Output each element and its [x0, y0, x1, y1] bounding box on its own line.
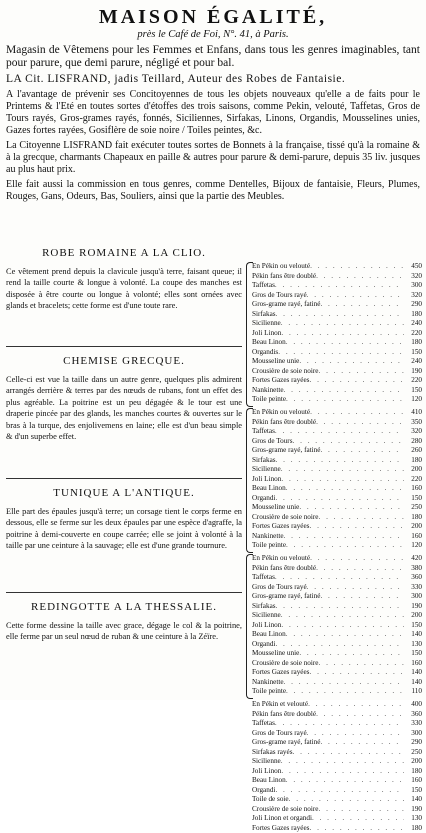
price-value: 190: [404, 367, 422, 377]
leader-dots: [286, 541, 404, 551]
leader-dots: [320, 300, 404, 310]
price-item: [252, 757, 422, 767]
price-item: [252, 678, 422, 688]
price-item: [252, 786, 422, 796]
leader-dots: [275, 786, 404, 796]
price-item: [252, 602, 422, 612]
price-value: 200: [404, 465, 422, 475]
fabric-name: Toile peinte: [252, 541, 286, 551]
price-value: 290: [404, 300, 422, 310]
price-value: 160: [404, 532, 422, 542]
price-item: [252, 583, 422, 593]
leader-dots: [281, 329, 404, 339]
fabric-name: Fortes Gazes rayées: [252, 824, 309, 833]
price-value: 140: [404, 795, 422, 805]
section-title: REDINGOTTE A LA THESSALIE.: [6, 600, 242, 614]
price-item: [252, 494, 422, 504]
price-value: 420: [404, 554, 422, 564]
leader-dots: [281, 319, 404, 329]
price-value: 400: [404, 700, 422, 710]
price-value: 300: [404, 281, 422, 291]
fabric-name: Crousière de soie noire: [252, 513, 318, 523]
price-value: 260: [404, 446, 422, 456]
leader-dots: [299, 503, 404, 513]
fabric-name: Fortes Gazes rayées: [252, 668, 309, 678]
leader-dots: [281, 475, 404, 485]
price-value: 150: [404, 786, 422, 796]
fabric-name: Gros de Tours rayé: [252, 583, 307, 593]
page-title: MAISON ÉGALITÉ,: [0, 6, 426, 28]
leader-dots: [309, 522, 404, 532]
fabric-name: En Pékin ou velouté: [252, 554, 310, 564]
leader-dots: [307, 583, 404, 593]
fabric-name: Sirfakas rayés: [252, 748, 293, 758]
price-item: [252, 564, 422, 574]
leader-dots: [278, 348, 404, 358]
leader-dots: [316, 272, 404, 282]
price-value: 160: [404, 484, 422, 494]
fabric-name: Gros de Tours rayé: [252, 291, 307, 301]
price-value: 150: [404, 649, 422, 659]
price-item: [252, 281, 422, 291]
price-value: 360: [404, 573, 422, 583]
fabric-name: Crousière de soie noire: [252, 659, 318, 669]
price-item: [252, 611, 422, 621]
leader-dots: [318, 513, 404, 523]
leader-dots: [286, 776, 404, 786]
fabric-name: Nankinette: [252, 678, 284, 688]
price-value: 300: [404, 592, 422, 602]
price-value: 140: [404, 668, 422, 678]
price-item: [252, 776, 422, 786]
fabric-name: Organdi: [252, 640, 275, 650]
leader-dots: [310, 554, 404, 564]
price-value: 180: [404, 310, 422, 320]
fabric-name: Sicilienne: [252, 757, 281, 767]
leader-dots: [286, 687, 404, 697]
fabric-name: Gros-grame rayé, fatiné: [252, 300, 320, 310]
price-value: 200: [404, 757, 422, 767]
price-item: [252, 262, 422, 272]
leader-dots: [307, 291, 404, 301]
price-item: [252, 446, 422, 456]
price-item: [252, 376, 422, 386]
price-item: [252, 348, 422, 358]
section-tunique: [6, 486, 242, 552]
leader-dots: [318, 367, 404, 377]
leader-dots: [310, 262, 404, 272]
leader-dots: [289, 795, 404, 805]
price-value: 150: [404, 494, 422, 504]
price-value: 330: [404, 583, 422, 593]
price-item: [252, 338, 422, 348]
fabric-name: Crousière de soie noire: [252, 805, 318, 815]
leader-dots: [309, 376, 404, 386]
price-item: [252, 814, 422, 824]
leader-dots: [275, 640, 404, 650]
price-item: [252, 456, 422, 466]
price-value: 150: [404, 348, 422, 358]
fabric-name: Beau Linon: [252, 338, 286, 348]
price-item: [252, 513, 422, 523]
price-item: [252, 710, 422, 720]
leader-dots: [320, 738, 404, 748]
fabric-name: Organdis: [252, 348, 278, 358]
price-value: 410: [404, 408, 422, 418]
price-item: [252, 687, 422, 697]
leader-dots: [293, 437, 405, 447]
page-subtitle: près le Café de Foi, N°. 41, à Paris.: [0, 28, 426, 41]
price-item: [252, 573, 422, 583]
fabric-name: Joli Linon: [252, 475, 281, 485]
price-item: [252, 395, 422, 405]
fabric-name: Beau Linon: [252, 630, 286, 640]
price-item: [252, 300, 422, 310]
fabric-name: Nankinette: [252, 386, 284, 396]
intro-paragraph-shop: Magasin de Vêtemens pour les Femmes et Enfans, dans tous les genres imaginables, tant pour parure, que demi parure, négligé et pour bal.: [6, 44, 420, 70]
price-value: 250: [404, 748, 422, 758]
intro-paragraph-fabrics: A l'avantage de prévenir ses Concitoyennes de tous les objets nouveaux qu'elle a de faits pour le Printems & l'Eté en toutes sortes d'étoffes des trois saisons, comme Pekin, velouté, Taffetas, Gros de Tours rayés, Gros-grames rayés, fonnés, Siciliennes, Sirfakas, Linons, Organdis, Mousselines unies, Gazes fortes rayées, Gosiflère de soie noire / Toiles peintes, &c.: [6, 89, 420, 137]
fabric-name: Pékin fans être doublé: [252, 418, 316, 428]
intro-paragraph-hats: La Citoyenne LISFRAND fait exécuter toutes sortes de Bonnets à la française, tissé qu'à la romaine & à la grecque, charmants Chapeaux en paille & autres pour parure & demi-parure, depuis 35 liv. jusques au plus haut prix.: [6, 140, 420, 176]
price-list-chemise-grecque: [252, 408, 422, 551]
leader-dots: [308, 700, 404, 710]
leader-dots: [276, 602, 404, 612]
leader-dots: [286, 395, 404, 405]
leader-dots: [275, 719, 404, 729]
price-value: 250: [404, 503, 422, 513]
price-item: [252, 748, 422, 758]
price-value: 200: [404, 522, 422, 532]
fabric-name: Taffetas: [252, 281, 275, 291]
price-item: [252, 824, 422, 833]
price-item: [252, 329, 422, 339]
price-value: 180: [404, 767, 422, 777]
price-value: 180: [404, 456, 422, 466]
section-text: Celle-ci est vue la taille dans un autre genre, quelques plis admirent arrangés derrière & terres par des nœuds de rubans, font un effet des plus agréable. La poitrine est un peu dégagée & le tour est une draperie pincée par des glands, les manches courtes & ouvertes sur le bras à la turque, des enjolivemens en laine; elle est d'un beau simple & d'un superbe effet.: [6, 374, 242, 442]
fabric-name: Sirfakas: [252, 310, 276, 320]
leader-dots: [275, 573, 404, 583]
intro-block: [6, 44, 420, 206]
price-item: [252, 640, 422, 650]
leader-dots: [286, 484, 404, 494]
price-value: 220: [404, 329, 422, 339]
fabric-name: Organdi: [252, 494, 275, 504]
masthead: [0, 6, 426, 41]
leader-dots: [275, 427, 404, 437]
leader-dots: [318, 805, 404, 815]
section-robe-romaine: [6, 246, 242, 312]
fabric-name: Joli Linon et organdi: [252, 814, 312, 824]
leader-dots: [286, 338, 404, 348]
price-value: 320: [404, 291, 422, 301]
price-list-robe-romaine: [252, 262, 422, 405]
fabric-name: Pékin fans être doublé: [252, 564, 316, 574]
price-value: 240: [404, 357, 422, 367]
fabric-name: Sicilienne: [252, 319, 281, 329]
fabric-name: Taffetas: [252, 427, 275, 437]
section-chemise-grecque: [6, 354, 242, 442]
price-value: 380: [404, 564, 422, 574]
price-value: 150: [404, 621, 422, 631]
price-item: [252, 465, 422, 475]
price-value: 350: [404, 418, 422, 428]
price-value: 190: [404, 602, 422, 612]
leader-dots: [284, 532, 404, 542]
fabric-name: Joli Linon: [252, 767, 281, 777]
price-item: [252, 319, 422, 329]
fabric-name: Taffetas: [252, 573, 275, 583]
fabric-name: Pékin fans être doublé: [252, 710, 316, 720]
price-item: [252, 719, 422, 729]
price-item: [252, 437, 422, 447]
price-value: 160: [404, 776, 422, 786]
price-item: [252, 738, 422, 748]
section-title: CHEMISE GRECQUE.: [6, 354, 242, 368]
fabric-name: Sicilienne: [252, 611, 281, 621]
price-item: [252, 484, 422, 494]
price-item: [252, 767, 422, 777]
leader-dots: [299, 357, 404, 367]
price-item: [252, 621, 422, 631]
fabric-name: Mousseline unie: [252, 357, 299, 367]
price-value: 330: [404, 719, 422, 729]
price-value: 320: [404, 272, 422, 282]
price-value: 120: [404, 541, 422, 551]
price-value: 290: [404, 738, 422, 748]
price-item: [252, 729, 422, 739]
price-item: [252, 357, 422, 367]
price-value: 240: [404, 319, 422, 329]
fabric-name: Pékin fans être doublé: [252, 272, 316, 282]
fabric-name: Mousseline unie: [252, 649, 299, 659]
fabric-name: Gros de Tours rayé: [252, 729, 307, 739]
leader-dots: [320, 592, 404, 602]
fabric-name: Toile de soie: [252, 795, 289, 805]
section-divider: [6, 592, 242, 593]
leader-dots: [318, 659, 404, 669]
price-item: [252, 367, 422, 377]
section-text: Cette forme dessine la taille avec grace, dégage le col & la poitrine, elle ferme par un seul nœud de ruban & une ceinture à la Zéïre.: [6, 620, 242, 643]
price-item: [252, 700, 422, 710]
price-value: 180: [404, 338, 422, 348]
fabric-name: Gros-grame rayé, fatiné: [252, 446, 320, 456]
price-value: 180: [404, 824, 422, 833]
price-value: 180: [404, 513, 422, 523]
leader-dots: [307, 729, 404, 739]
leader-dots: [281, 465, 404, 475]
leader-dots: [281, 611, 404, 621]
price-item: [252, 475, 422, 485]
fabric-name: Beau Linon: [252, 484, 286, 494]
price-value: 160: [404, 659, 422, 669]
intro-paragraph-author: LA Cit. LISFRAND, jadis Teillard, Auteur des Robes de Fantaisie.: [6, 73, 420, 86]
intro-paragraph-commission: Elle fait aussi la commission en tous genres, comme Dentelles, Bijoux de fantaisie, Fleurs, Plumes, Rouges, Gans, Odeurs, Bas, Souliers, ainsi que la partie des Meubles.: [6, 179, 420, 203]
fabric-name: En Pékin et velouté: [252, 700, 308, 710]
fabric-name: Gros-grame rayé, fatiné: [252, 738, 320, 748]
leader-dots: [275, 494, 404, 504]
section-divider: [6, 346, 242, 347]
price-item: [252, 408, 422, 418]
price-value: 190: [404, 805, 422, 815]
section-text: Elle part des épaules jusqu'à terre; un corsage tient le corps ferme en dessous, elle se ferme sur les deux épaules par une espèce d'agraffe, la poitrine à demi-couverte en coupe carrée; elle se joint à volonté à la taille par une ceinture à la sauvage; elle est d'une grande tournure.: [6, 506, 242, 552]
price-value: 280: [404, 437, 422, 447]
price-value: 320: [404, 427, 422, 437]
fabric-name: Toile peinte: [252, 395, 286, 405]
section-text: Ce vêtement prend depuis la clavicule jusqu'à terre, faisant queue; il rend la taille courte & longue à volonté. La coupe des manches est disposée à être courte ou longue à volonté; elles sont ornées avec glands et bracelets; cette forme est d'une toute rare.: [6, 266, 242, 312]
price-value: 150: [404, 386, 422, 396]
leader-dots: [309, 824, 404, 833]
price-item: [252, 272, 422, 282]
price-item: [252, 554, 422, 564]
fabric-name: Crousière de soie noire: [252, 367, 318, 377]
price-value: 120: [404, 395, 422, 405]
leader-dots: [320, 446, 404, 456]
price-item: [252, 795, 422, 805]
price-value: 220: [404, 475, 422, 485]
price-list-tunique: [252, 554, 422, 697]
leader-dots: [316, 564, 404, 574]
fabric-name: Taffetas: [252, 719, 275, 729]
fabric-name: Joli Linon: [252, 621, 281, 631]
price-item: [252, 310, 422, 320]
fabric-name: Beau Linon: [252, 776, 286, 786]
price-item: [252, 291, 422, 301]
fabric-name: Joli Linon: [252, 329, 281, 339]
price-item: [252, 522, 422, 532]
fabric-name: Fortes Gazes rayées: [252, 376, 309, 386]
price-list-redingotte: [252, 700, 422, 833]
fabric-name: Gros-grame rayé, fatiné: [252, 592, 320, 602]
price-item: [252, 805, 422, 815]
leader-dots: [276, 310, 404, 320]
price-item: [252, 592, 422, 602]
price-value: 360: [404, 710, 422, 720]
leader-dots: [281, 767, 404, 777]
price-value: 450: [404, 262, 422, 272]
price-value: 140: [404, 678, 422, 688]
leader-dots: [275, 281, 404, 291]
leader-dots: [281, 621, 404, 631]
leader-dots: [316, 710, 404, 720]
price-item: [252, 503, 422, 513]
leader-dots: [281, 757, 404, 767]
leader-dots: [284, 678, 404, 688]
leader-dots: [309, 668, 404, 678]
section-title: TUNIQUE A L'ANTIQUE.: [6, 486, 242, 500]
price-value: 300: [404, 729, 422, 739]
leader-dots: [312, 814, 404, 824]
fabric-name: Sicilienne: [252, 465, 281, 475]
section-title: ROBE ROMAINE A LA CLIO.: [6, 246, 242, 260]
fabric-name: Organdi: [252, 786, 275, 796]
price-value: 110: [404, 687, 422, 697]
leader-dots: [316, 418, 404, 428]
fabric-name: Toile peinte: [252, 687, 286, 697]
price-item: [252, 668, 422, 678]
fabric-name: Gros de Tours: [252, 437, 293, 447]
fabric-name: Fortes Gazes rayées: [252, 522, 309, 532]
fabric-name: Mousseline unie: [252, 503, 299, 513]
leader-dots: [310, 408, 404, 418]
price-item: [252, 649, 422, 659]
price-value: 200: [404, 611, 422, 621]
leader-dots: [284, 386, 404, 396]
fabric-name: Nankinette: [252, 532, 284, 542]
fabric-name: Sirfakas: [252, 456, 276, 466]
price-item: [252, 630, 422, 640]
price-item: [252, 427, 422, 437]
leader-dots: [299, 649, 404, 659]
price-value: 130: [404, 814, 422, 824]
leader-dots: [286, 630, 404, 640]
fabric-name: En Pékin ou velouté: [252, 262, 310, 272]
leader-dots: [293, 748, 404, 758]
price-value: 220: [404, 376, 422, 386]
section-redingotte: [6, 600, 242, 643]
price-item: [252, 418, 422, 428]
price-value: 130: [404, 640, 422, 650]
price-item: [252, 386, 422, 396]
price-item: [252, 541, 422, 551]
price-value: 140: [404, 630, 422, 640]
fabric-name: Sirfakas: [252, 602, 276, 612]
price-item: [252, 532, 422, 542]
price-item: [252, 659, 422, 669]
fabric-name: En Pékin ou velouté: [252, 408, 310, 418]
leader-dots: [276, 456, 404, 466]
section-divider: [6, 478, 242, 479]
